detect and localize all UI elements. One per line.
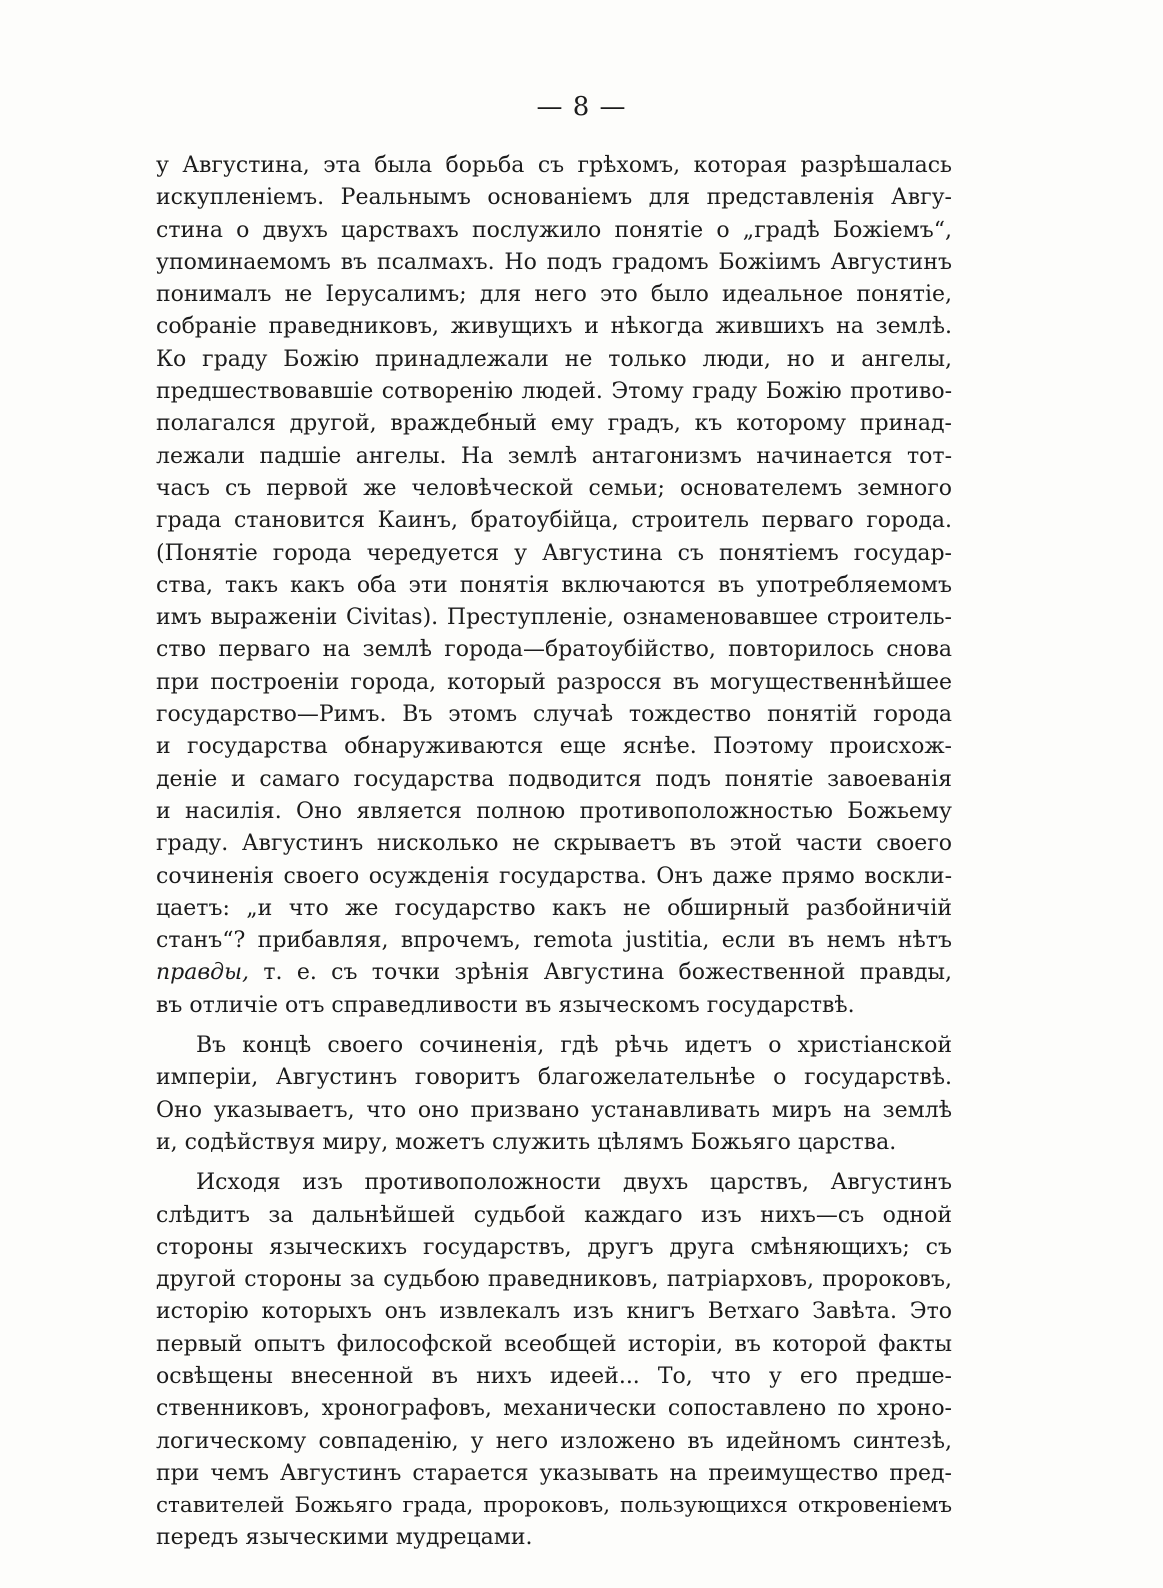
text-line: Ко граду Божію принадлежали не только люди, но и ангелы, [156,346,952,372]
paragraph-3 [156,1167,952,1555]
text-line: другой стороны за судьбою праведниковъ, патріарховъ, пророковъ, [156,1267,952,1293]
text-line: полагался другой, враждебный ему градъ, къ которому принад- [156,411,952,437]
text-line: упоминаемомъ въ псалмахъ. Но подъ градомъ Божіимъ Августинъ [156,249,952,275]
text-line: деніе и самаго государства подводится подъ понятіе завоеванія [156,766,952,792]
body-text [156,150,952,1555]
text-line: цаетъ: „и что же государство какъ не обширный разбойничій [156,895,952,921]
text-line: града становится Каинъ, братоубійца, строитель перваго города. [156,508,952,534]
text-line: Въ концѣ своего сочиненія, гдѣ рѣчь идетъ о христіанской [196,1033,952,1059]
line-remainder: т. е. съ точки зрѣнія Августина божественной правды, [263,960,952,986]
text-line: государство—Римъ. Въ этомъ случаѣ тождество понятій города [156,702,952,728]
text-line: станъ“? прибавляя, впрочемъ, remota justitia, если въ немъ нѣтъ [156,928,952,954]
text-line: у Августина, эта была борьба съ грѣхомъ, которая разрѣшалась [156,153,952,178]
text-line: имъ выраженіи Civitas). Преступленіе, ознаменовавшее строитель- [156,605,952,631]
text-line: стина о двухъ царствахъ послужило понятіе о „градѣ Божіемъ“, [156,217,952,243]
text-line: ства, такъ какъ оба эти понятія включаются въ употребляемомъ [156,572,952,598]
text-line: въ отличіе отъ справедливости въ языческомъ государствѣ. [156,992,855,1018]
text-line: при построеніи города, который разросся въ могущественнѣйшее [156,669,952,695]
text-line: ство перваго на землѣ города—братоубійство, повторилось снова [156,637,952,663]
paragraph-1 [156,150,952,1022]
text-line: ставителей Божьяго града, пророковъ, пользующихся откровеніемъ [156,1493,952,1519]
text-line: ственниковъ, хронографовъ, механически сопоставлено по хроно- [156,1396,952,1422]
text-line-with-italic [156,957,952,989]
text-line: граду. Августинъ нисколько не скрываетъ въ этой части своего [156,831,952,857]
text-line: первый опытъ философской всеобщей исторіи, въ которой факты [156,1331,952,1357]
text-line: и насилія. Оно является полною противоположностью Божьему [156,798,952,824]
text-line: (Понятіе города чередуется у Августина съ понятіемъ государ- [156,540,952,566]
text-line: имперіи, Августинъ говоритъ благожелательнѣе о государствѣ. [156,1065,952,1091]
text-line: освѣщены внесенной въ нихъ идеей... То, что у его предше- [156,1363,952,1389]
italic-word: правды, [156,960,250,986]
text-line: собраніе праведниковъ, живущихъ и нѣкогда жившихъ на землѣ. [156,314,952,340]
text-line: часъ съ первой же человѣческой семьи; основателемъ земного [156,475,952,501]
text-line: сочиненія своего осужденія государства. Онъ даже прямо воскли- [156,863,952,889]
text-line: и государства обнаруживаются еще яснѣе. Поэтому происхож- [156,734,952,760]
text-line: слѣдитъ за дальнѣйшей судьбой каждаго изъ нихъ—съ одной [156,1202,952,1228]
text-line: искупленіемъ. Реальнымъ основаніемъ для представленія Авгу- [156,185,952,211]
text-line: лежали падшіе ангелы. На землѣ антагонизмъ начинается тот- [156,443,952,469]
text-line: передъ языческими мудрецами. [156,1525,533,1551]
text-line: при чемъ Августинъ старается указывать на преимущество пред- [156,1460,952,1486]
text-line: Оно указываетъ, что оно призвано устанавливать миръ на землѣ [156,1097,952,1123]
page-number: — 8 — [536,92,627,122]
text-line: логическому совпаденію, у него изложено въ идейномъ синтезѣ, [156,1428,952,1454]
text-line: предшествовавшіе сотворенію людей. Этому граду Божію противо- [156,379,952,405]
paragraph-2 [156,1030,952,1159]
text-line: Исходя изъ противоположности двухъ царствъ, Августинъ [196,1170,952,1196]
text-line: стороны языческихъ государствъ, другъ друга смѣняющихъ; съ [156,1234,952,1260]
text-line: и, содѣйствуя миру, можетъ служить цѣлямъ Божьяго царства. [156,1129,897,1155]
text-line: понималъ не Іерусалимъ; для него это было идеальное понятіе, [156,282,952,308]
text-line: исторію которыхъ онъ извлекалъ изъ книгъ Ветхаго Завѣта. Это [156,1299,952,1325]
